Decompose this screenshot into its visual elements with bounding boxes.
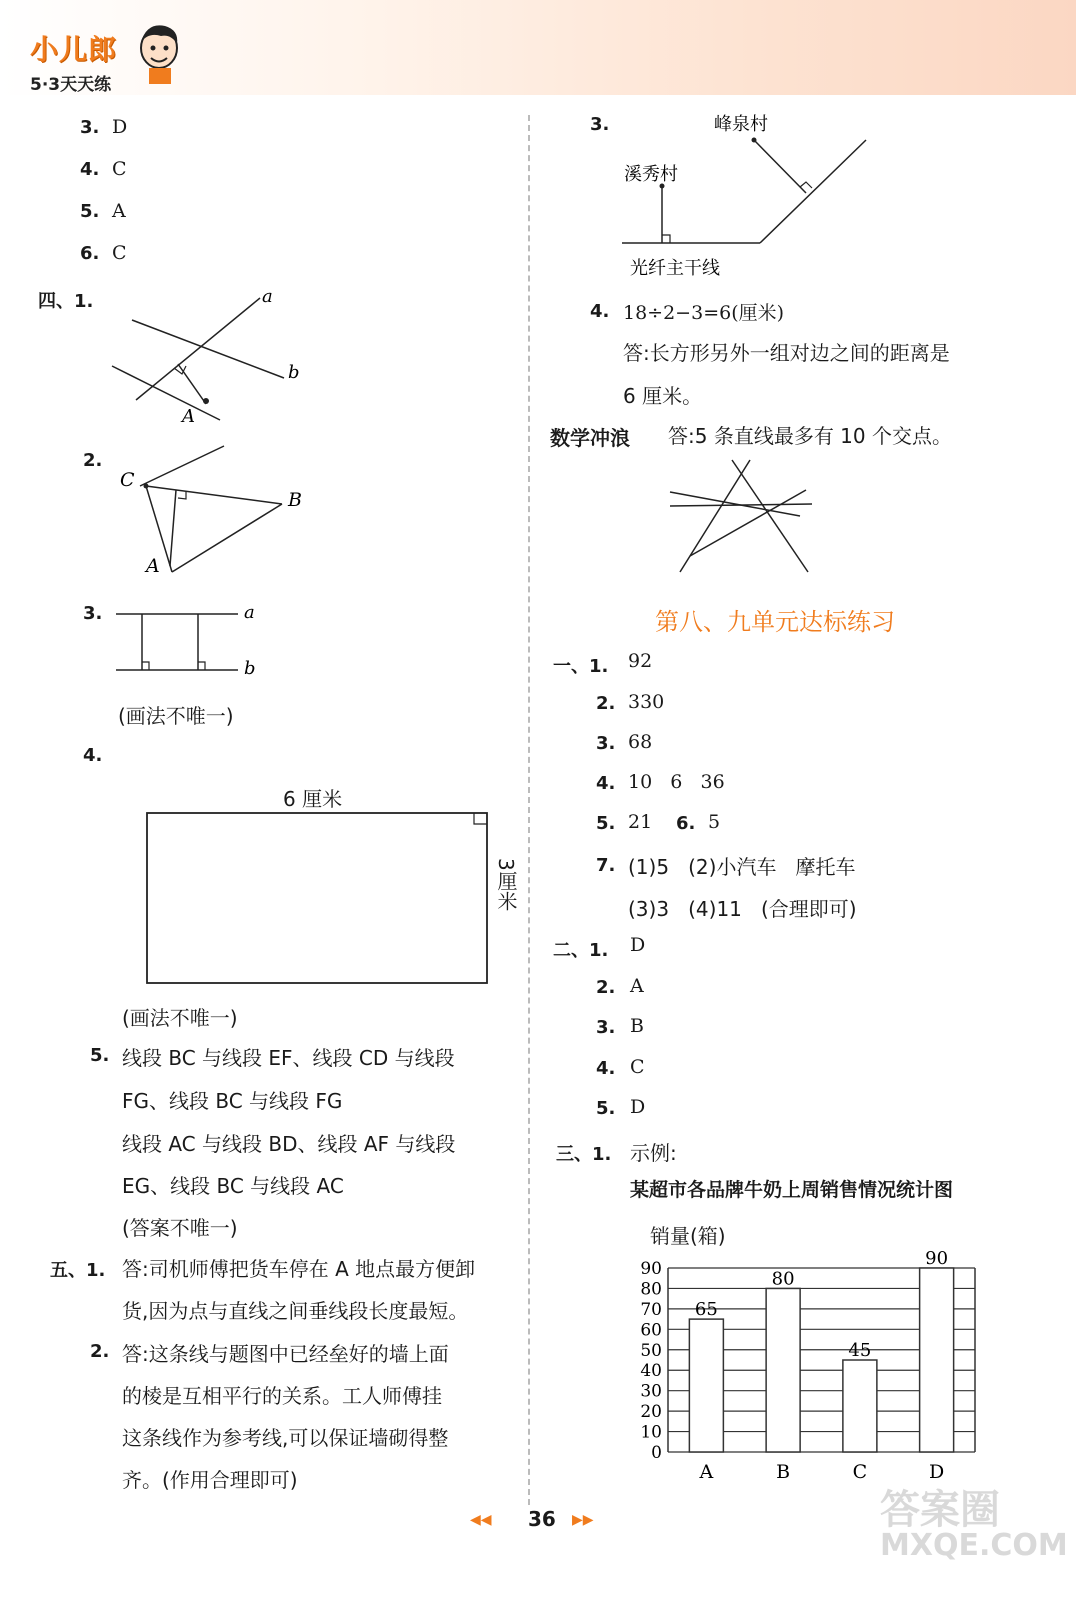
note-answer-not-unique: (答案不唯一) [122, 1216, 238, 1240]
bar-C [843, 1360, 877, 1452]
note-drawing-not-unique-1: (画法不唯一) [118, 704, 234, 728]
s4-q5-line3: 线段 AC 与线段 BD、线段 AF 与线段 [122, 1132, 456, 1156]
page-number: 36 [528, 1507, 556, 1531]
s4-q5-number: 5. [90, 1045, 110, 1066]
s1-answer7-line2: (3)3 (4)11 (合理即可) [628, 897, 857, 921]
bar-B [766, 1288, 800, 1452]
mascot-icon [135, 18, 185, 88]
figure-triangle-abc [110, 440, 320, 580]
map-village-xixiu: 溪秀村 [624, 164, 678, 185]
brand-sub: 5·3天天练 [30, 75, 112, 95]
y-tick-label: 60 [640, 1320, 662, 1341]
fig2-label-B: B [288, 489, 302, 511]
s4-q5-line2: FG、线段 BC 与线段 FG [122, 1089, 343, 1113]
brand-main: 小儿郎 [30, 33, 118, 66]
right-q4-number: 4. [590, 301, 610, 322]
q4-number: 4. [80, 159, 100, 180]
x-tick-label: B [776, 1461, 791, 1483]
s1-answer2: 330 [628, 691, 665, 713]
s1-q3-number: 3. [596, 733, 616, 754]
s4-q3-number: 3. [83, 603, 103, 624]
fig1-label-a: a [262, 286, 273, 307]
s2-q5-number: 5. [596, 1098, 616, 1119]
s5-q2-line3: 这条线作为参考线,可以保证墙砌得整 [122, 1426, 449, 1450]
q5-number: 5. [80, 201, 100, 222]
s1-q5-number: 5. [596, 813, 616, 834]
s5-q2-line2: 的棱是互相平行的关系。工人师傅挂 [122, 1384, 442, 1408]
s1-answer4: 10 6 36 [628, 771, 725, 793]
y-tick-label: 30 [640, 1381, 662, 1402]
right-q3-number: 3. [590, 114, 610, 135]
s2-answer1: D [630, 934, 646, 956]
s1-answer5: 21 [628, 811, 653, 833]
s3-example: 示例: [630, 1141, 677, 1165]
s1-q4-number: 4. [596, 773, 616, 794]
s1-q7-number: 7. [596, 855, 616, 876]
s2-q4-number: 4. [596, 1058, 616, 1079]
math-surf-label: 数学冲浪 [550, 426, 630, 450]
q4-answer: C [112, 158, 127, 180]
q3-answer: D [112, 116, 128, 138]
bar-A [689, 1319, 723, 1452]
note-drawing-not-unique-2: (画法不唯一) [122, 1006, 238, 1030]
bar-value-label: 65 [694, 1299, 718, 1321]
figure-five-lines [660, 456, 820, 576]
brand-logo [30, 28, 117, 95]
chart-ylabel: 销量(箱) [650, 1224, 726, 1248]
s3-number: 三、1. [556, 1144, 612, 1165]
next-page-icon: ▶▶ [572, 1512, 594, 1528]
s2-answer5: D [630, 1096, 646, 1118]
s1-q2-number: 2. [596, 693, 616, 714]
y-tick-label: 40 [640, 1361, 662, 1382]
s1-q6-number: 6. [676, 813, 696, 834]
y-tick-label: 50 [640, 1340, 662, 1361]
y-tick-label: 70 [640, 1299, 662, 1320]
s1-answer3: 68 [628, 731, 653, 753]
s5-q2-line1: 答:这条线与题图中已经垒好的墙上面 [122, 1342, 449, 1366]
column-divider [528, 115, 530, 1505]
bar-chart [620, 1250, 1000, 1490]
x-tick-label: C [852, 1461, 868, 1483]
y-tick-label: 0 [651, 1443, 662, 1463]
math-surf-answer: 答:5 条直线最多有 10 个交点。 [668, 424, 952, 448]
figure-perpendicular-point-a [100, 280, 320, 430]
s2-q3-number: 3. [596, 1017, 616, 1038]
s5-q1-line2: 货,因为点与直线之间垂线段长度最短。 [122, 1299, 469, 1323]
bar-value-label: 45 [848, 1340, 872, 1361]
fig1-label-b: b [288, 362, 300, 383]
s1-answer7-line1: (1)5 (2)小汽车 摩托车 [628, 855, 856, 879]
bar-value-label: 90 [925, 1250, 949, 1269]
x-tick-label: D [929, 1461, 945, 1483]
q5-answer: A [112, 200, 126, 222]
fig3-label-b: b [244, 658, 256, 679]
s4-q4-number: 4. [83, 745, 103, 766]
y-tick-label: 90 [640, 1259, 662, 1279]
figure-rectangle [144, 810, 494, 990]
y-tick-label: 80 [640, 1279, 662, 1300]
s4-q5-line4: EG、线段 BC 与线段 AC [122, 1174, 344, 1198]
bar-value-label: 80 [771, 1268, 795, 1290]
x-tick-label: A [699, 1461, 714, 1483]
s5-q1-line1: 答:司机师傅把货车停在 A 地点最方便卸 [122, 1257, 476, 1281]
s1-answer6: 5 [708, 811, 721, 833]
q3-number: 3. [80, 117, 100, 138]
figure-fiber-map [618, 108, 878, 288]
q6-answer: C [112, 242, 127, 264]
s2-number: 二、1. [553, 940, 609, 961]
section4-number: 四、1. [38, 291, 94, 312]
bar-D [920, 1268, 954, 1452]
right-q4-formula: 18÷2−3=6(厘米) [623, 302, 785, 324]
s2-answer3: B [630, 1015, 644, 1037]
section5-number: 五、1. [50, 1260, 106, 1281]
fig2-label-C: C [120, 469, 135, 491]
s2-answer2: A [630, 975, 644, 997]
s4-q5-line1: 线段 BC 与线段 EF、线段 CD 与线段 [122, 1046, 455, 1070]
watermark-url: MXQE.COM [880, 1528, 1068, 1563]
right-q4-answer-line1: 答:长方形另外一组对边之间的距离是 [623, 341, 950, 365]
section-title: 第八、九单元达标练习 [655, 608, 895, 636]
rect-top-label: 6 厘米 [283, 787, 343, 811]
s4-q2-number: 2. [83, 450, 103, 471]
map-fiber-line-label: 光纤主干线 [630, 258, 720, 279]
s5-q2-line4: 齐。(作用合理即可) [122, 1468, 298, 1492]
s2-q2-number: 2. [596, 977, 616, 998]
map-village-fengquan: 峰泉村 [714, 114, 768, 135]
y-tick-label: 20 [640, 1402, 662, 1423]
watermark-logo: 答案圈 [880, 1487, 1000, 1533]
s5-q2-number: 2. [90, 1341, 110, 1362]
fig1-label-A: A [182, 406, 195, 427]
figure-parallel-lines [110, 598, 270, 688]
fig2-label-A: A [146, 555, 160, 577]
prev-page-icon: ◀◀ [470, 1512, 492, 1528]
q6-number: 6. [80, 243, 100, 264]
s1-answer1: 92 [628, 650, 653, 672]
s2-answer4: C [630, 1056, 645, 1078]
chart-title: 某超市各品牌牛奶上周销售情况统计图 [630, 1179, 954, 1201]
right-q4-answer-line2: 6 厘米。 [623, 384, 703, 408]
s1-number: 一、1. [553, 656, 609, 677]
rect-side-label: 3厘米 [494, 858, 518, 911]
fig3-label-a: a [244, 602, 255, 623]
y-tick-label: 10 [640, 1422, 662, 1443]
